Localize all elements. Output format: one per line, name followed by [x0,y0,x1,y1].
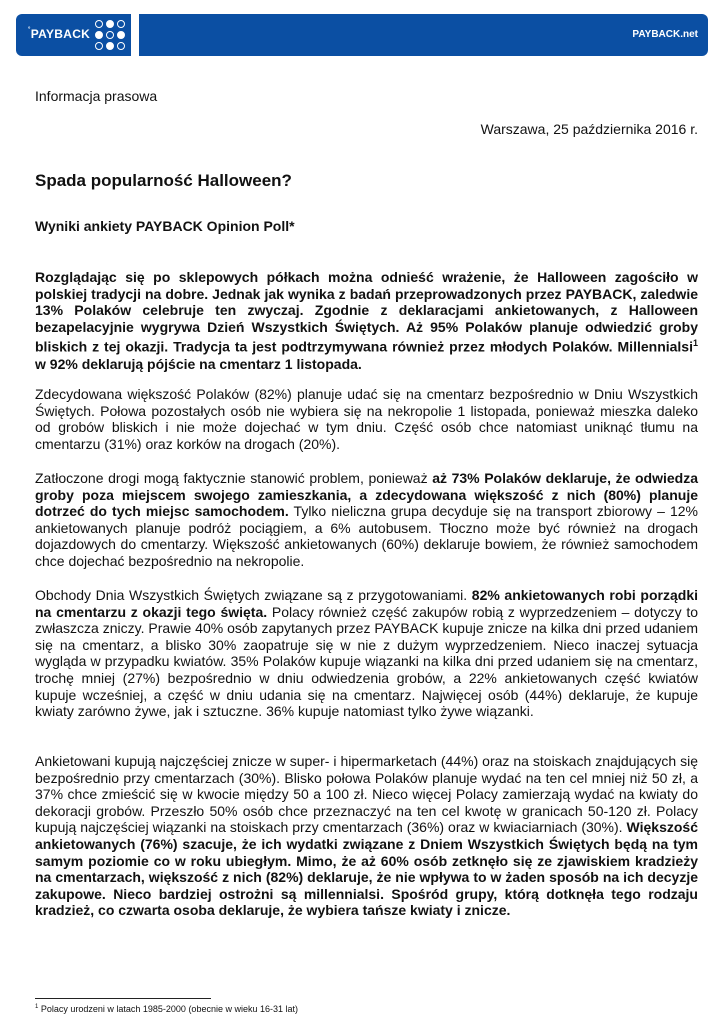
doc-label: Informacja prasowa [35,88,158,104]
doc-subtitle: Wyniki ankiety PAYBACK Opinion Poll* [35,218,295,234]
doc-date: Warszawa, 25 października 2016 r. [480,121,698,137]
logo-text: PAYBACK [30,27,91,41]
lead-paragraph: Rozglądając się po sklepowych półkach można odnieść wrażenie, że Halloween zagościło w polskiej tradycji na dobre. Jednak jak wynika z badań przeprowadzonych przez PAYBACK, zaledwie 13% Polaków celebruje ten zwyczaj. Zgodnie z deklaracjami ankietowanych, z Halloween bezapelacyjnie wygrywa Dzień Wszystkich Świętych. Aż 95% Polaków planuje odwiedzić groby bliskich z tej okazji. Tradycja ta jest podtrzymywana również przez młodych Polaków. Millennialsi$^1$ w 92% deklarują pójście na cmentarz 1 listopada. [35,269,698,372]
logo-dots-icon [95,20,127,50]
paragraph-4: Obchody Dnia Wszystkich Świętych związane są z przygotowaniami. 82% ankietowanych robi porządki na cmentarzu z okazji tego święta. Polacy również część zakupów robią z wyprzedzeniem – dotyczy to zwłaszcza zniczy. Prawie 40% osób zapytanych przez PAYBACK kupuje znicze na kilka dni przed udaniem się na cmentarz, a blisko 30% zaopatruje się w nie z dużym wyprzedzeniem. Nieco inaczej sytuacja wygląda w przypadku kwiatów. 35% Polaków kupuje wiązanki na kilka dni przed udaniem się na cmentarz, trochę mniej (27%) bezpośrednio w dniu odwiedzenia grobów, a 22% ankietowanych część kwiatów kupuje wcześniej, a część w dniu udania się na cmentarz. Najwięcej osób (44%) deklaruje, że kupuje kwiaty zarówno żywe, jak i sztuczne. 36% kupuje natomiast tylko żywe wiązanki. [35,587,699,720]
header-bar [16,14,708,56]
header-band [139,14,708,56]
paragraph-3: Zatłoczone drogi mogą faktycznie stanowić problem, ponieważ aż 73% Polaków deklaruje, że odwiedza groby poza miejscem swojego zamieszkania, a zdecydowana większość z nich (80%) planuje dotrzeć do tych miejsc samochodem. Tylko nieliczna grupa decyduje się na transport zbiorowy – 12% ankietowanych planuje podróż pociągiem, a 6% autobusem. Tłoczno może być również na drogach dojazdowych do cmentarzy. Większość ankietowanych (60%) deklaruje bowiem, że również samochodem chce dojechać bezpośrednio na nekropolie. [35,470,698,569]
doc-title: Spada popularność Halloween? [35,171,292,190]
footnote: $^1$ Polacy urodzeni w latach 1985-2000 (obecnie w wieku 16-31 lat) [35,1004,298,1014]
site-url: PAYBACK.net [632,29,698,40]
paragraph-5: Ankietowani kupują najczęściej znicze w super- i hipermarketach (44%) oraz na stoiskach znajdujących się bezpośrednio przy cmentarzach (30%). Blisko połowa Polaków planuje wydać na ten cel mniej niż 50 zł, a 37% chce zmieścić się w kwocie między 50 a 100 zł. Nieco więcej Polacy zamierzają wydać na kwiaty do dekoracji grobów. Przeszło 50% osób chce przeznaczyć na ten cel kwotę w granicach 50-120 zł. Polacy kupują najczęściej wiązanki na stoiskach przy cmentarzach (36%) oraz w kwiaciarniach (30%). Większość ankietowanych (76%) szacuje, że ich wydatki związane z Dniem Wszystkich Świętych będą na tym samym poziomie co w roku ubiegłym. Mimo, że aż 60% osób zetknęło się ze zjawiskiem kradzieży na cmentarzach, większość z nich (82%) deklaruje, że nie wpływa to w żaden sposób na ich decyzje zakupowe. Nieco bardziej ostrożni są millennialsi. Spośród grupy, którą dotknęła tego rodzaju kradzież, co czwarta osoba deklaruje, że wybiera tańsze kwiaty i znicze. [35,753,698,919]
payback-logo: °PAYBACK [16,14,131,56]
paragraph-2: Zdecydowana większość Polaków (82%) planuje udać się na cmentarz bezpośrednio w Dniu Wszystkich Świętych. Połowa pozostałych osób nie wybiera się na nekropolie 1 listopada, ponieważ mieszka daleko od grobów bliskich i nie może dojechać w tym dniu. Część osób chce natomiast uniknąć tłumu na cmentarzu (31%) oraz korków na drogach (20%). [35,386,698,452]
footnote-rule [35,998,211,999]
